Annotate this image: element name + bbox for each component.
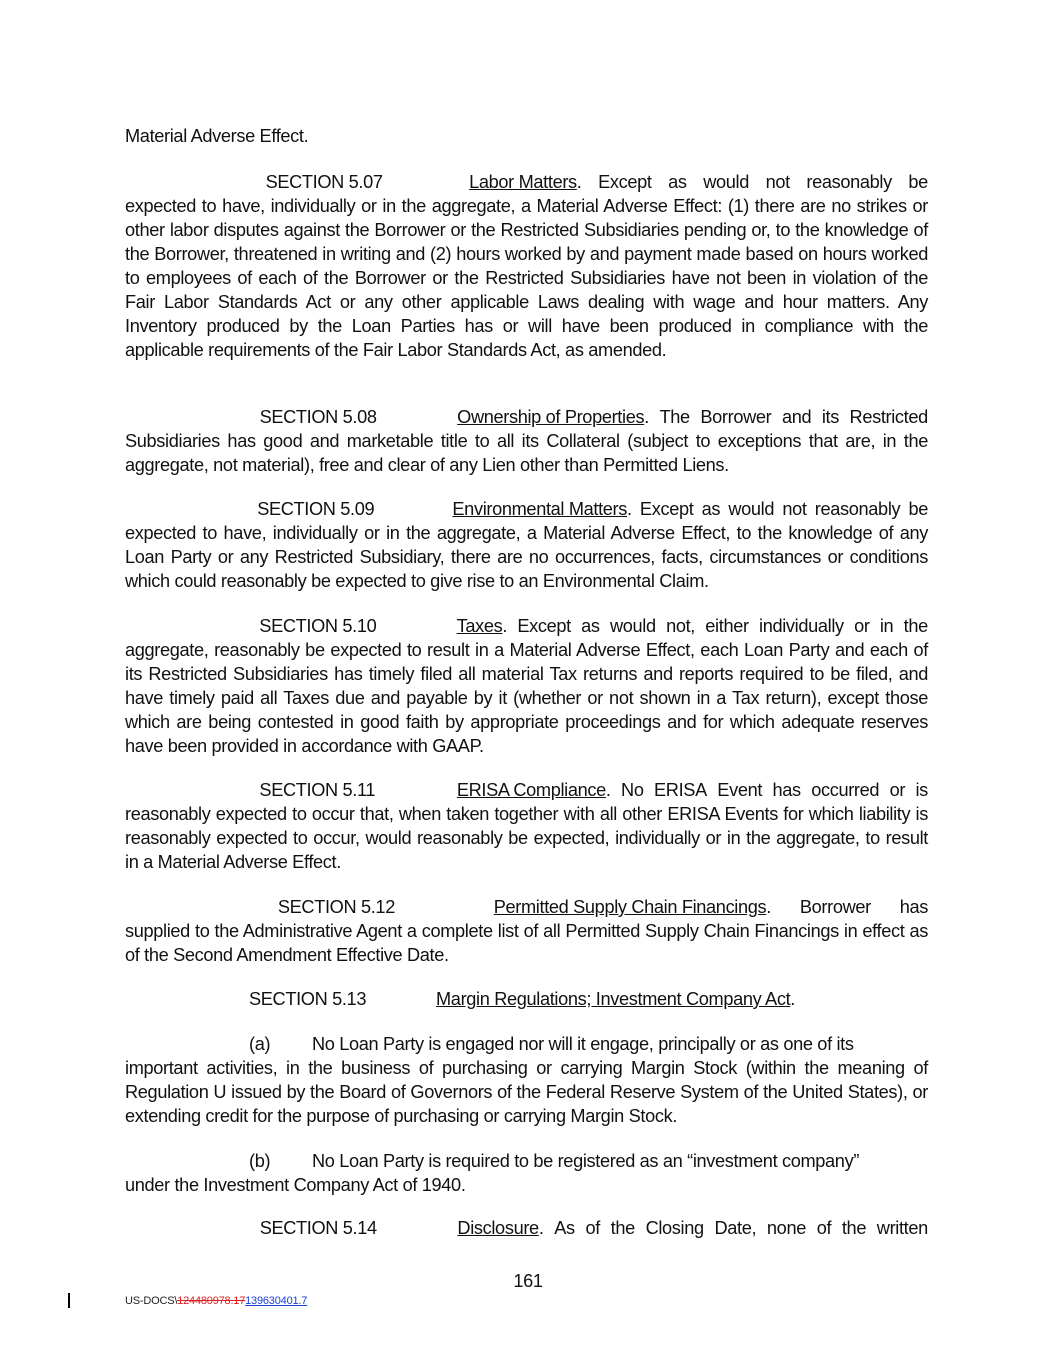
section-first-line: SECTION 5.07 Labor Matters. Except as would not reasonably be [265, 172, 928, 192]
section-body: reasonably expected to occur that, when taken together with all other ERISA Events for which liability is reasonably expected to occur, would reasonably be expected, individually or in the aggregate, to result in a Material Adverse Effect. [125, 804, 928, 872]
section-5-14 [125, 1216, 928, 1240]
section-5-08 [125, 405, 928, 477]
section-first-line: SECTION 5.10 Taxes. Except as would not, either individually or in the [259, 616, 928, 636]
section-heading: Permitted Supply Chain Financings [493, 897, 767, 917]
section-number: SECTION 5.10 [259, 616, 377, 636]
document-id [125, 1295, 307, 1308]
section-heading: ERISA Compliance [456, 780, 606, 800]
carry-over-text: Material Adverse Effect. [125, 126, 309, 146]
doc-id-prefix: US-DOCS\ [125, 1295, 178, 1307]
section-heading-group: Labor Matters. [469, 172, 582, 192]
section-number: SECTION 5.12 [277, 897, 395, 917]
section-body: expected to have, individually or in the aggregate, a Material Adverse Effect: (1) there are no strikes or other labor disputes against the Borrower or the Restricted Subsidiaries pending or, to the knowledge of the Borrower, threatened in writing and (2) hours worked by and payment made based on hours worked to employees of each of the Borrower or the Restricted Subsidiaries have not been in violation of the Fair Labor Standards Act or any other applicable Laws dealing with wage and hour matters. Any Inventory produced by the Loan Parties has or will have been produced in compliance with the applicable requirements of the Fair Labor Standards Act, as amended. [125, 196, 928, 360]
section-body: expected to have, individually or in the aggregate, a Material Adverse Effect, to the knowledge of any Loan Party or any Restricted Subsidiary, there are no occurrences, facts, circumstances or conditions which could reasonably be expected to give rise to an Environmental Claim. [125, 523, 928, 591]
section-heading-group: ERISA Compliance. [456, 780, 611, 800]
section-body: Subsidiaries has good and marketable title to all its Collateral (subject to exceptions that are, in the aggregate, not material), free and clear of any Lien other than Permitted Liens. [125, 431, 928, 475]
section-first-line: SECTION 5.14 Disclosure. As of the Closing Date, none of the written [259, 1218, 928, 1238]
subsection-a [125, 1032, 928, 1128]
section-number: SECTION 5.09 [257, 499, 375, 519]
section-first-line: SECTION 5.13 Margin Regulations; Investment Company Act. [249, 989, 795, 1009]
section-heading-group: Permitted Supply Chain Financings. [493, 897, 771, 917]
section-first-line: SECTION 5.12 Permitted Supply Chain Financings. Borrower has [277, 897, 928, 917]
subsection-first-line: (b) No Loan Party is required to be registered as an “investment company” [249, 1151, 860, 1171]
section-heading: Taxes [456, 616, 503, 636]
section-heading: Margin Regulations; Investment Company Act [436, 989, 791, 1009]
change-bar [68, 1293, 70, 1308]
section-5-11 [125, 778, 928, 874]
section-5-09 [125, 497, 928, 593]
section-number: SECTION 5.13 [249, 989, 367, 1009]
section-number: SECTION 5.14 [259, 1218, 377, 1238]
subsection-body: important activities, in the business of purchasing or carrying Margin Stock (within the meaning of Regulation U issued by the Board of Governors of the Federal Reserve System of the United States), or extending credit for the purpose of purchasing or carrying Margin Stock. [125, 1058, 928, 1126]
section-first-line: SECTION 5.08 Ownership of Properties. The Borrower and its Restricted [259, 407, 928, 427]
section-heading: Disclosure [457, 1218, 539, 1238]
doc-id-deleted: 124480978.17 [177, 1295, 246, 1307]
section-heading-group: Disclosure. [457, 1218, 544, 1238]
section-heading-group: Ownership of Properties. [457, 407, 649, 427]
subsection-b [125, 1149, 928, 1197]
subsection-body: under the Investment Company Act of 1940. [125, 1175, 466, 1195]
subsection-label: (b) [249, 1151, 271, 1171]
section-number: SECTION 5.07 [265, 172, 383, 192]
section-first-line: SECTION 5.09 Environmental Matters. Except as would not reasonably be [257, 499, 928, 519]
section-body: supplied to the Administrative Agent a complete list of all Permitted Supply Chain Financings in effect as of the Second Amendment Effective Date. [125, 921, 928, 965]
section-5-10 [125, 614, 928, 758]
section-5-07 [125, 170, 928, 362]
section-heading: Labor Matters [469, 172, 577, 192]
section-heading: Ownership of Properties [457, 407, 645, 427]
section-5-13 [125, 987, 928, 1011]
section-5-12 [125, 895, 928, 967]
doc-id-inserted: 139630401.7 [245, 1295, 308, 1307]
section-heading: Environmental Matters [452, 499, 628, 519]
section-first-line: SECTION 5.11 ERISA Compliance. No ERISA Event has occurred or is [259, 780, 928, 800]
section-number: SECTION 5.11 [259, 780, 376, 800]
section-heading-group: Environmental Matters. [452, 499, 632, 519]
section-heading-group: Taxes. [456, 616, 508, 636]
section-body: aggregate, reasonably be expected to result in a Material Adverse Effect, each Loan Party and each of its Restricted Subsidiaries has timely filed all material Tax returns and reports required to be filed, and have timely paid all Taxes due and payable by it (whether or not shown in a Tax return), except those which are being contested in good faith by appropriate proceedings and for which adequate reserves have been provided in accordance with GAAP. [125, 640, 928, 756]
subsection-label: (a) [249, 1034, 271, 1054]
subsection-first-line: (a) No Loan Party is engaged nor will it engage, principally or as one of its [249, 1034, 854, 1054]
section-number: SECTION 5.08 [259, 407, 377, 427]
page-number: 161 [513, 1271, 543, 1291]
